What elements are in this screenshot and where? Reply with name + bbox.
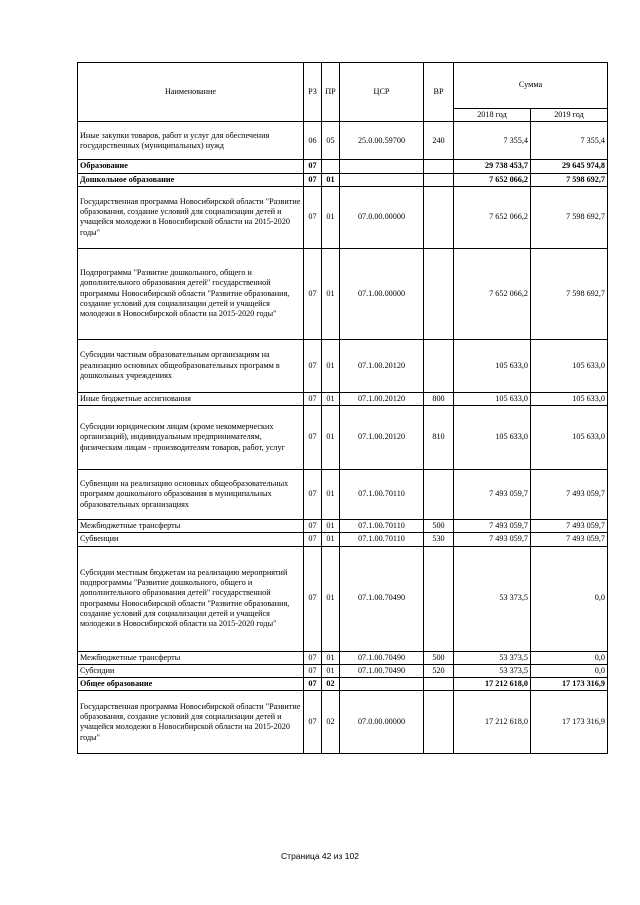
row-sum-2018: 105 633,0 (454, 392, 531, 405)
row-pr: 01 (322, 248, 340, 339)
row-sum-2019: 7 598 692,7 (531, 186, 608, 248)
row-pr: 01 (322, 520, 340, 533)
row-pr: 02 (322, 691, 340, 754)
row-name: Образование (78, 160, 304, 173)
row-sum-2019: 29 645 974,8 (531, 160, 608, 173)
row-rz: 07 (304, 691, 322, 754)
row-name: Общее образование (78, 678, 304, 691)
table-row (78, 546, 608, 651)
row-pr: 01 (322, 186, 340, 248)
row-rz: 06 (304, 122, 322, 160)
row-rz: 07 (304, 533, 322, 546)
header-year-2019: 2019 год (531, 109, 608, 122)
page-number: Страница 42 из 102 (281, 851, 359, 861)
row-pr: 01 (322, 173, 340, 186)
table-row (78, 533, 608, 546)
row-name: Субвенции на реализацию основных общеобразовательных программ дошкольного образования в муниципальных образовательных организациях (78, 470, 304, 520)
row-name: Субсидии частным образовательным организациям на реализацию основных общеобразовательных программ в дошкольных учреждениях (78, 339, 304, 392)
row-pr: 01 (322, 392, 340, 405)
table-row (78, 651, 608, 664)
row-name: Межбюджетные трансферты (78, 651, 304, 664)
table-row (78, 173, 608, 186)
row-vr (424, 546, 454, 651)
row-sum-2018: 105 633,0 (454, 406, 531, 470)
row-vr (424, 173, 454, 186)
row-name: Государственная программа Новосибирской области "Развитие образования, создание условий для социализации детей и учащейся молодежи в Новосибирской области на 2015-2020 годы" (78, 691, 304, 754)
row-csr: 07.1.00.70490 (340, 546, 424, 651)
row-rz: 07 (304, 248, 322, 339)
table-row (78, 122, 608, 160)
row-csr (340, 678, 424, 691)
row-vr (424, 248, 454, 339)
row-name: Подпрограмма "Развитие дошкольного, общего и дополнительного образования детей" государственной программы Новосибирской области "Развитие образования, создание условий для социализации детей и учащейся молодежи в Новосибирской области на 2015-2020 годы" (78, 248, 304, 339)
row-pr: 01 (322, 664, 340, 677)
row-vr (424, 339, 454, 392)
row-csr: 07.1.00.70110 (340, 470, 424, 520)
row-sum-2019: 7 493 059,7 (531, 520, 608, 533)
header-sum: Сумма (454, 63, 608, 109)
header-csr: ЦСР (340, 63, 424, 122)
row-sum-2019: 7 598 692,7 (531, 173, 608, 186)
row-sum-2019: 105 633,0 (531, 406, 608, 470)
row-sum-2018: 7 355,4 (454, 122, 531, 160)
row-sum-2018: 7 493 059,7 (454, 520, 531, 533)
row-pr: 05 (322, 122, 340, 160)
row-rz: 07 (304, 186, 322, 248)
row-name: Государственная программа Новосибирской области "Развитие образования, создание условий для социализации детей и учащейся молодежи в Новосибирской области на 2015-2020 годы" (78, 186, 304, 248)
row-pr: 01 (322, 651, 340, 664)
header-pr: ПР (322, 63, 340, 122)
row-name: Субсидии юридическим лицам (кроме некоммерческих организаций), индивидуальным предпринимателям, физическим лицам - производителям товаров, работ, услуг (78, 406, 304, 470)
row-name: Межбюджетные трансферты (78, 520, 304, 533)
table-row (78, 248, 608, 339)
row-sum-2018: 17 212 618,0 (454, 691, 531, 754)
row-sum-2019: 7 493 059,7 (531, 533, 608, 546)
row-vr (424, 160, 454, 173)
row-name: Иные бюджетные ассигнования (78, 392, 304, 405)
row-vr (424, 470, 454, 520)
row-pr: 01 (322, 546, 340, 651)
row-pr: 01 (322, 339, 340, 392)
row-sum-2019: 0,0 (531, 546, 608, 651)
row-sum-2019: 0,0 (531, 651, 608, 664)
row-sum-2019: 7 598 692,7 (531, 248, 608, 339)
row-vr: 500 (424, 651, 454, 664)
header-name: Наименование (78, 63, 304, 122)
row-pr: 02 (322, 678, 340, 691)
row-vr: 240 (424, 122, 454, 160)
row-rz: 07 (304, 651, 322, 664)
row-rz: 07 (304, 339, 322, 392)
row-pr: 01 (322, 533, 340, 546)
table-row (78, 339, 608, 392)
table-row (78, 406, 608, 470)
row-csr: 07.1.00.70110 (340, 520, 424, 533)
header-row (78, 63, 608, 109)
row-csr (340, 160, 424, 173)
row-sum-2018: 53 373,5 (454, 651, 531, 664)
row-sum-2019: 7 493 059,7 (531, 470, 608, 520)
row-rz: 07 (304, 678, 322, 691)
row-sum-2019: 17 173 316,9 (531, 678, 608, 691)
row-pr: 01 (322, 406, 340, 470)
row-rz: 07 (304, 160, 322, 173)
row-csr: 07.1.00.20120 (340, 339, 424, 392)
row-rz: 07 (304, 406, 322, 470)
row-sum-2018: 17 212 618,0 (454, 678, 531, 691)
row-sum-2018: 7 652 066,2 (454, 186, 531, 248)
table-row (78, 392, 608, 405)
row-vr (424, 678, 454, 691)
table-body (78, 122, 608, 754)
row-name: Субвенции (78, 533, 304, 546)
row-csr (340, 173, 424, 186)
row-sum-2019: 105 633,0 (531, 392, 608, 405)
table-row (78, 186, 608, 248)
row-csr: 25.0.00.59700 (340, 122, 424, 160)
row-vr: 500 (424, 520, 454, 533)
row-csr: 07.1.00.00000 (340, 248, 424, 339)
row-vr (424, 691, 454, 754)
row-sum-2018: 53 373,5 (454, 546, 531, 651)
row-sum-2018: 29 738 453,7 (454, 160, 531, 173)
row-rz: 07 (304, 470, 322, 520)
row-sum-2018: 53 373,5 (454, 664, 531, 677)
row-sum-2019: 0,0 (531, 664, 608, 677)
row-sum-2018: 7 493 059,7 (454, 533, 531, 546)
row-rz: 07 (304, 173, 322, 186)
row-rz: 07 (304, 520, 322, 533)
row-pr (322, 160, 340, 173)
row-rz: 07 (304, 546, 322, 651)
row-vr: 810 (424, 406, 454, 470)
row-name: Дошкольное образование (78, 173, 304, 186)
row-sum-2018: 7 493 059,7 (454, 470, 531, 520)
header-year-2018: 2018 год (454, 109, 531, 122)
row-rz: 07 (304, 664, 322, 677)
row-vr (424, 186, 454, 248)
budget-table (77, 62, 608, 754)
row-sum-2018: 105 633,0 (454, 339, 531, 392)
row-csr: 07.1.00.20120 (340, 392, 424, 405)
table-row (78, 691, 608, 754)
row-sum-2019: 7 355,4 (531, 122, 608, 160)
row-vr: 800 (424, 392, 454, 405)
table-row (78, 678, 608, 691)
row-csr: 07.1.00.70110 (340, 533, 424, 546)
row-name: Иные закупки товаров, работ и услуг для обеспечения государственных (муниципальных) нужд (78, 122, 304, 160)
row-name: Субсидии местным бюджетам на реализацию мероприятий подпрограммы "Развитие дошкольного, общего и дополнительного образования детей" государственной программы Новосибирской области "Развитие образования, создание условий для социализации детей и учащейся молодежи в Новосибирской области на 2015-2020 годы" (78, 546, 304, 651)
row-name: Субсидии (78, 664, 304, 677)
row-sum-2018: 7 652 066,2 (454, 248, 531, 339)
row-sum-2019: 17 173 316,9 (531, 691, 608, 754)
row-csr: 07.1.00.20120 (340, 406, 424, 470)
table-row (78, 664, 608, 677)
row-sum-2018: 7 652 066,2 (454, 173, 531, 186)
row-vr: 520 (424, 664, 454, 677)
row-sum-2019: 105 633,0 (531, 339, 608, 392)
row-csr: 07.1.00.70490 (340, 651, 424, 664)
row-rz: 07 (304, 392, 322, 405)
row-vr: 530 (424, 533, 454, 546)
row-csr: 07.0.00.00000 (340, 691, 424, 754)
header-rz: РЗ (304, 63, 322, 122)
row-csr: 07.1.00.70490 (340, 664, 424, 677)
table-row (78, 160, 608, 173)
table-row (78, 470, 608, 520)
table-row (78, 520, 608, 533)
header-vr: ВР (424, 63, 454, 122)
row-pr: 01 (322, 470, 340, 520)
row-csr: 07.0.00.00000 (340, 186, 424, 248)
